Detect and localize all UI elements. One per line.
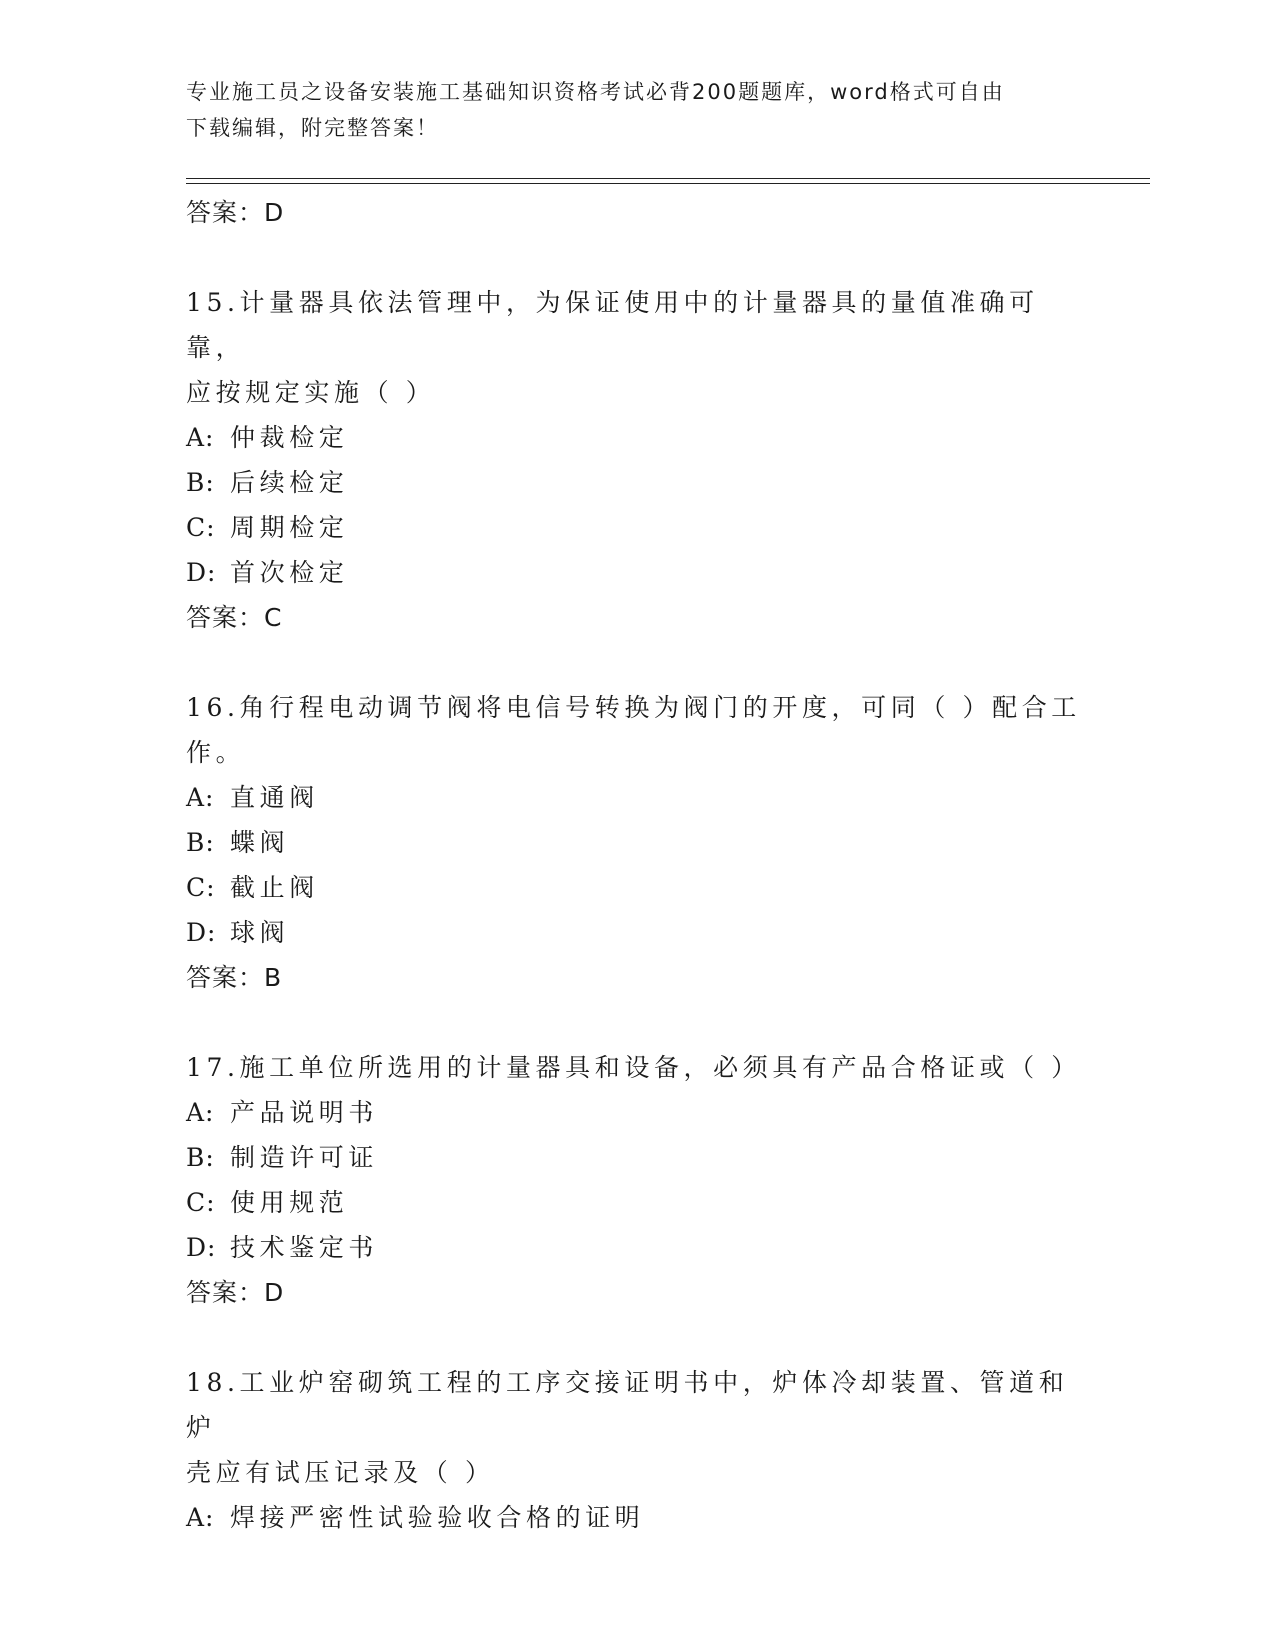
header-line-1: 专业施工员之设备安装施工基础知识资格考试必背200题题库，word格式可自由 (186, 80, 1005, 104)
answer-line: 答案：D (186, 1278, 285, 1307)
answer-line: 答案：B (186, 963, 283, 992)
option-text: 制造许可证 (230, 1143, 379, 1172)
option-text: 球阀 (230, 918, 290, 947)
question-16 (186, 685, 1086, 1000)
option-text: 产品说明书 (230, 1098, 379, 1127)
option-a (186, 415, 1086, 460)
question-line: 应按规定实施（ ） (186, 378, 436, 407)
option-b (186, 460, 1086, 505)
option-key: A: (186, 1503, 215, 1532)
option-key: B: (186, 828, 215, 857)
option-key: A: (186, 1098, 215, 1127)
option-text: 仲裁检定 (230, 423, 349, 452)
option-key: A: (186, 423, 215, 452)
question-line: 16.角行程电动调节阀将电信号转换为阀门的开度，可同（ ）配合工 (186, 693, 1081, 722)
option-a (186, 1495, 1086, 1540)
question-text (186, 685, 1086, 775)
option-a (186, 1090, 1086, 1135)
option-c (186, 865, 1086, 910)
question-18 (186, 1360, 1086, 1540)
answer-line: 答案：C (186, 603, 283, 632)
header-line-2: 下载编辑，附完整答案！ (186, 116, 439, 140)
option-key: C: (186, 513, 216, 542)
question-line: 15.计量器具依法管理中，为保证使用中的计量器具的量值准确可靠， (186, 288, 1039, 362)
option-key: B: (186, 468, 215, 497)
question-line: 17.施工单位所选用的计量器具和设备，必须具有产品合格证或（ ） (186, 1053, 1081, 1082)
answer-line: 答案：D (186, 198, 285, 227)
option-text: 直通阀 (230, 783, 319, 812)
option-d (186, 1225, 1086, 1270)
option-key: C: (186, 1188, 216, 1217)
option-d (186, 550, 1086, 595)
header-divider-bottom (186, 183, 1150, 184)
option-text: 焊接严密性试验验收合格的证明 (230, 1503, 645, 1532)
option-text: 首次检定 (230, 558, 349, 587)
document-header (186, 74, 1066, 146)
question-line: 壳应有试压记录及（ ） (186, 1458, 495, 1487)
question-line: 作。 (186, 738, 246, 767)
option-text: 技术鉴定书 (230, 1233, 379, 1262)
option-d (186, 910, 1086, 955)
option-key: D: (186, 558, 217, 587)
question-text (186, 1045, 1086, 1090)
option-text: 蝶阀 (230, 828, 290, 857)
header-divider-top (186, 178, 1150, 179)
option-text: 后续检定 (230, 468, 349, 497)
option-b (186, 1135, 1086, 1180)
question-15 (186, 280, 1086, 640)
option-key: C: (186, 873, 216, 902)
option-text: 使用规范 (230, 1188, 349, 1217)
option-key: A: (186, 783, 215, 812)
question-text (186, 1360, 1086, 1495)
question-text (186, 280, 1086, 415)
question-17 (186, 1045, 1086, 1315)
question-line: 18.工业炉窑砌筑工程的工序交接证明书中，炉体冷却装置、管道和炉 (186, 1368, 1069, 1442)
option-key: D: (186, 918, 217, 947)
option-c (186, 1180, 1086, 1225)
option-text: 周期检定 (230, 513, 349, 542)
option-b (186, 820, 1086, 865)
option-key: B: (186, 1143, 215, 1172)
option-a (186, 775, 1086, 820)
option-text: 截止阀 (230, 873, 319, 902)
document-body (186, 190, 1086, 1540)
option-c (186, 505, 1086, 550)
option-key: D: (186, 1233, 217, 1262)
